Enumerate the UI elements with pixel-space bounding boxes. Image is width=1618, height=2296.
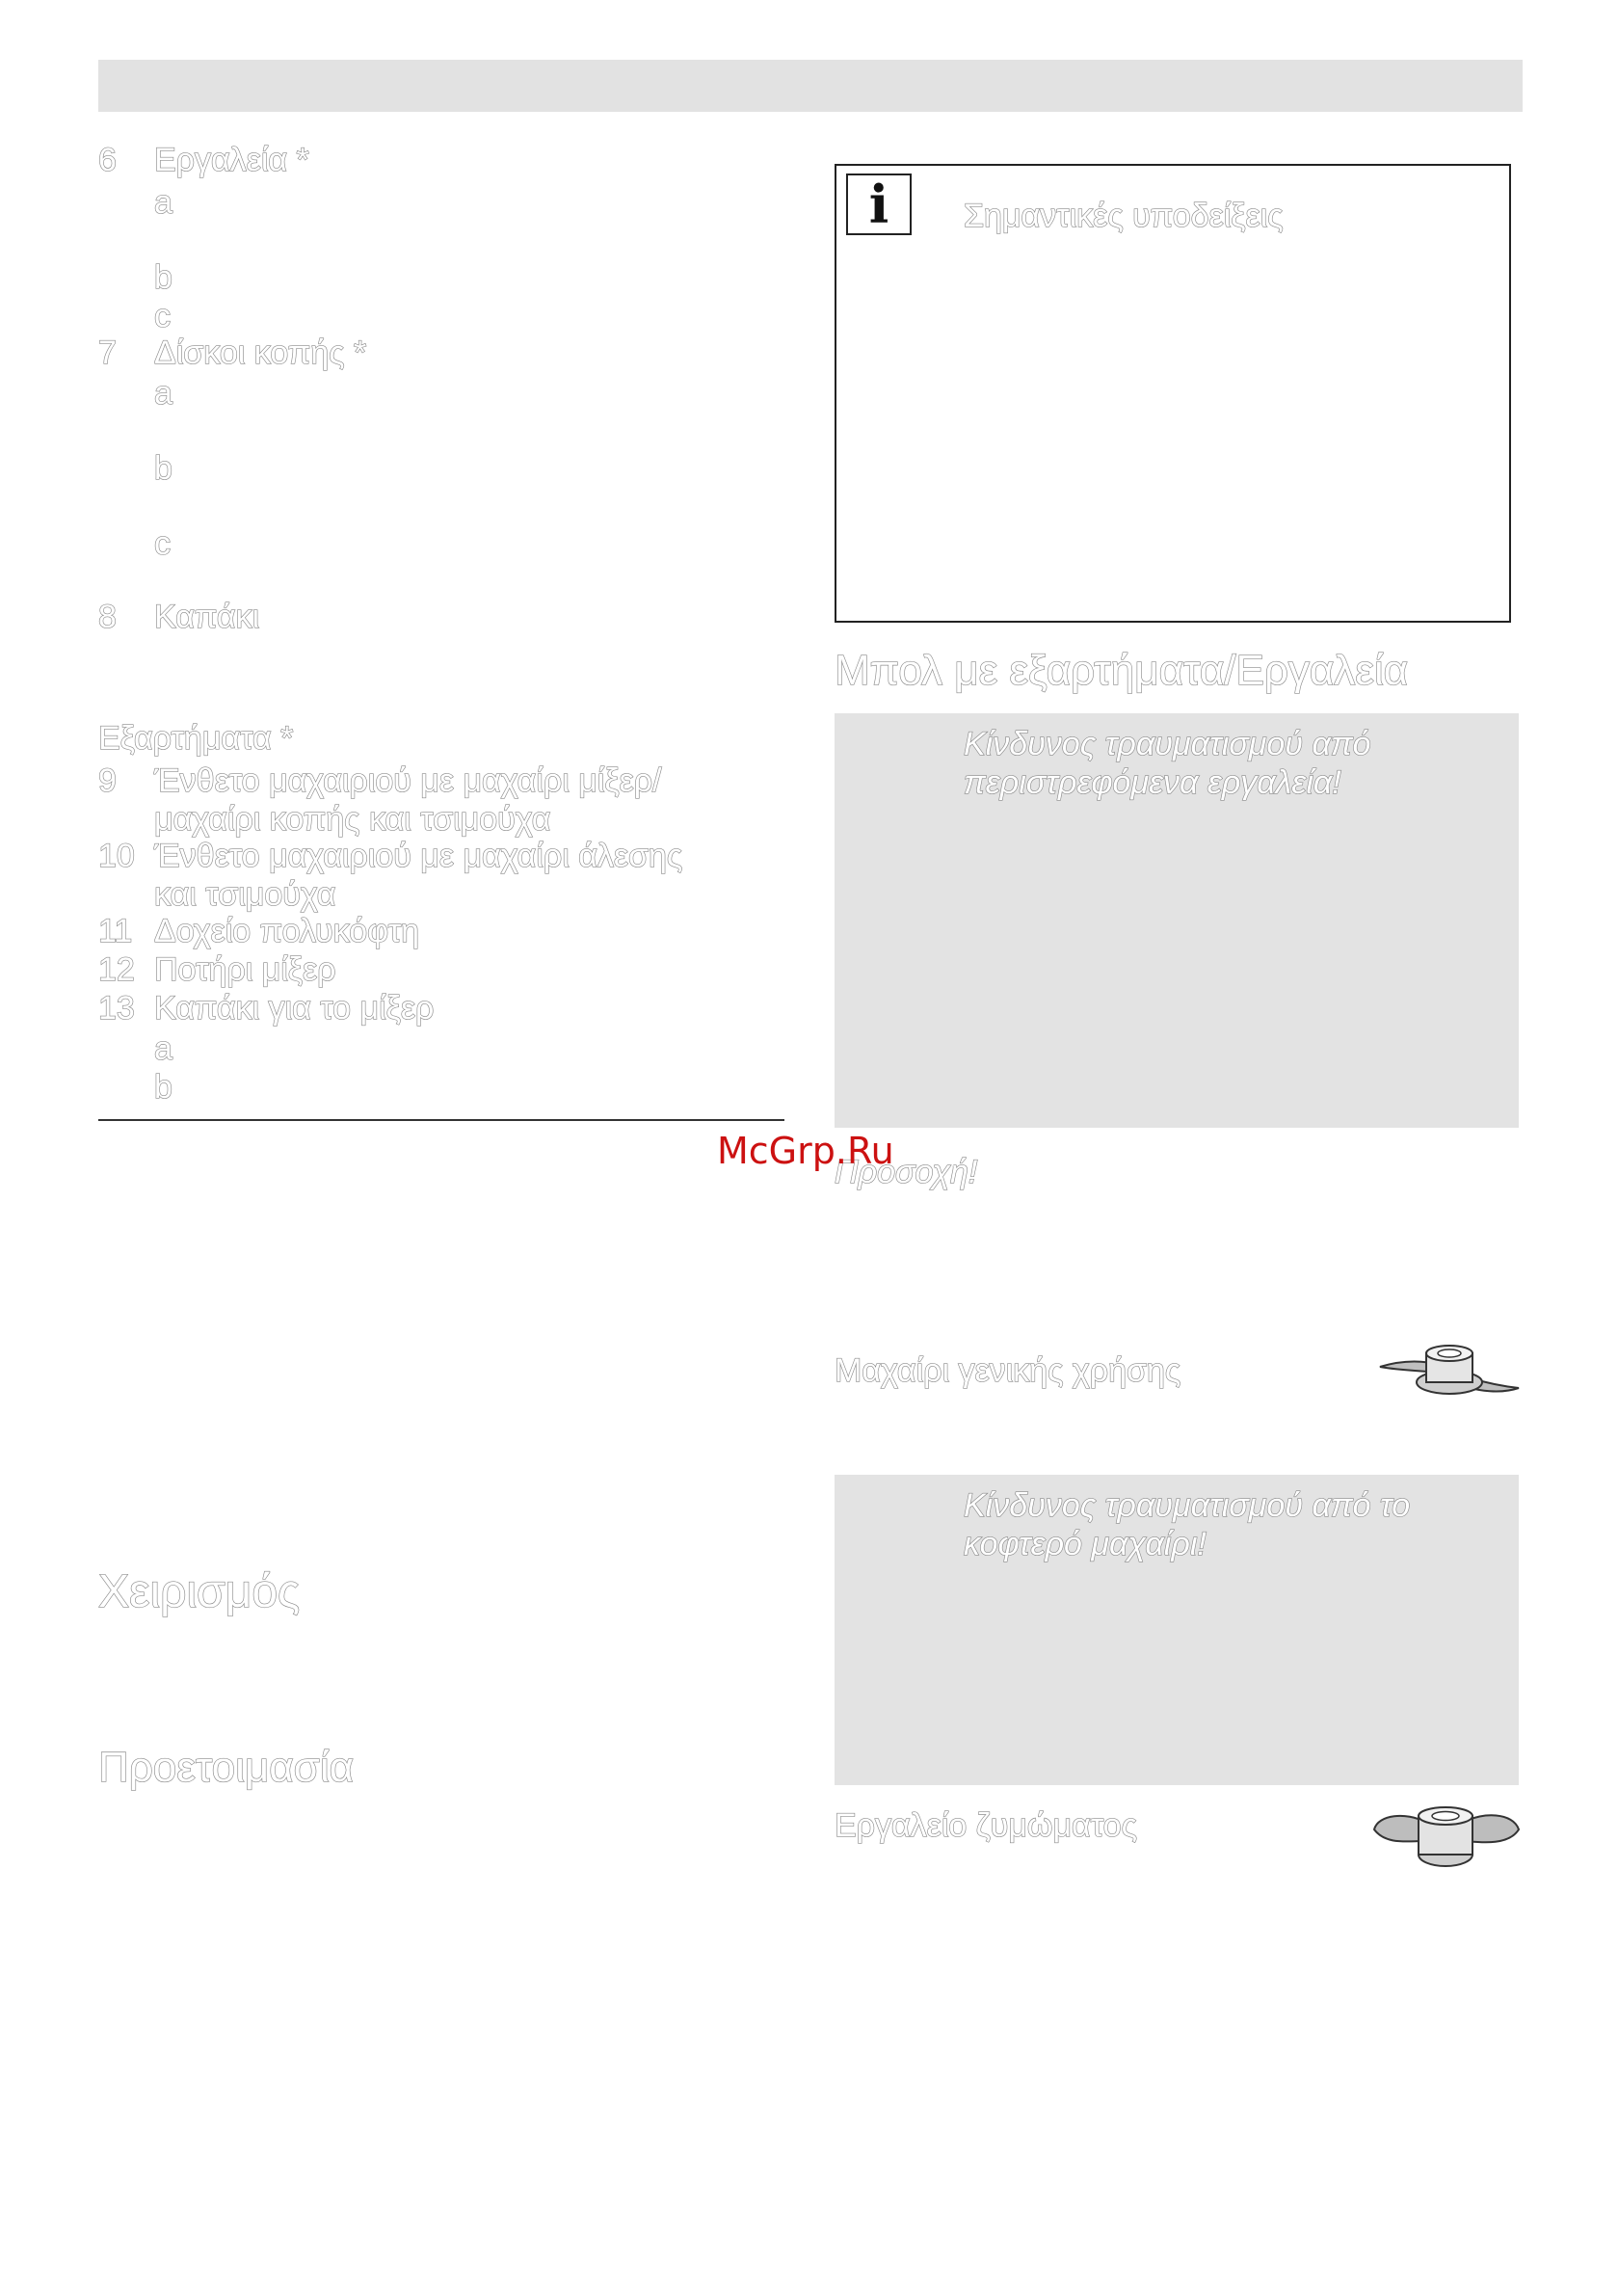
accessory-number: 11 — [98, 913, 133, 949]
item-sub: b — [154, 450, 172, 487]
kneading-tool-heading: Εργαλείο ζυμώματος — [835, 1807, 1137, 1844]
section-divider — [98, 1119, 784, 1121]
operation-heading: Χειρισμός — [98, 1566, 301, 1617]
knife-heading: Μαχαίρι γενικής χρήσης — [835, 1352, 1181, 1389]
kneading-tool-icon — [1368, 1801, 1523, 1878]
preparation-heading: Προετοιμασία — [98, 1744, 355, 1791]
item-label: Καπάκι — [154, 599, 260, 635]
info-icon: i — [846, 174, 912, 235]
item-number: 6 — [98, 142, 117, 178]
warning-text-cont: κοφτερό μαχαίρι! — [964, 1526, 1207, 1562]
item-number: 8 — [98, 599, 117, 635]
bowl-heading: Μπολ με εξαρτήματα/Εργαλεία — [835, 647, 1409, 694]
item-sub: a — [154, 184, 172, 221]
item-number: 7 — [98, 334, 117, 371]
accessory-label: Καπάκι για το μίξερ — [154, 990, 435, 1027]
caution-label: Προσοχή! — [835, 1154, 978, 1190]
accessory-label: Ποτήρι μίξερ — [154, 951, 336, 988]
accessory-number: 12 — [98, 951, 135, 988]
watermark: McGrp.Ru — [717, 1130, 894, 1172]
warning-text: Κίνδυνος τραυματισμού από το — [964, 1487, 1411, 1524]
warning-text: Κίνδυνος τραυματισμού από — [964, 726, 1371, 762]
item-sub: c — [154, 298, 171, 334]
accessory-number: 13 — [98, 990, 135, 1027]
accessory-sub: b — [154, 1069, 172, 1106]
item-sub: b — [154, 259, 172, 296]
accessory-sub: a — [154, 1030, 172, 1067]
accessory-number: 10 — [98, 838, 135, 874]
accessory-label: Δοχείο πολυκόφτη — [154, 913, 420, 949]
accessory-number: 9 — [98, 762, 117, 799]
info-box-title: Σημαντικές υποδείξεις — [964, 198, 1284, 234]
accessory-label: Ένθετο μαχαιριού με μαχαίρι άλεσης — [154, 838, 683, 874]
item-label: Εργαλεία * — [154, 142, 309, 178]
warning-text-cont: περιστρεφόμενα εργαλεία! — [964, 764, 1341, 801]
item-sub: a — [154, 375, 172, 412]
universal-knife-icon — [1376, 1334, 1523, 1407]
header-bar — [98, 60, 1523, 112]
accessory-label: Ένθετο μαχαιριού με μαχαίρι μίξερ/ — [154, 762, 662, 799]
accessories-heading: Εξαρτήματα * — [98, 720, 294, 757]
accessory-label-cont: και τσιμούχα — [154, 876, 336, 913]
accessory-label-cont: μαχαίρι κοπής και τσιμούχα — [154, 801, 551, 838]
item-sub: c — [154, 525, 171, 562]
item-label: Δίσκοι κοπής * — [154, 334, 367, 371]
